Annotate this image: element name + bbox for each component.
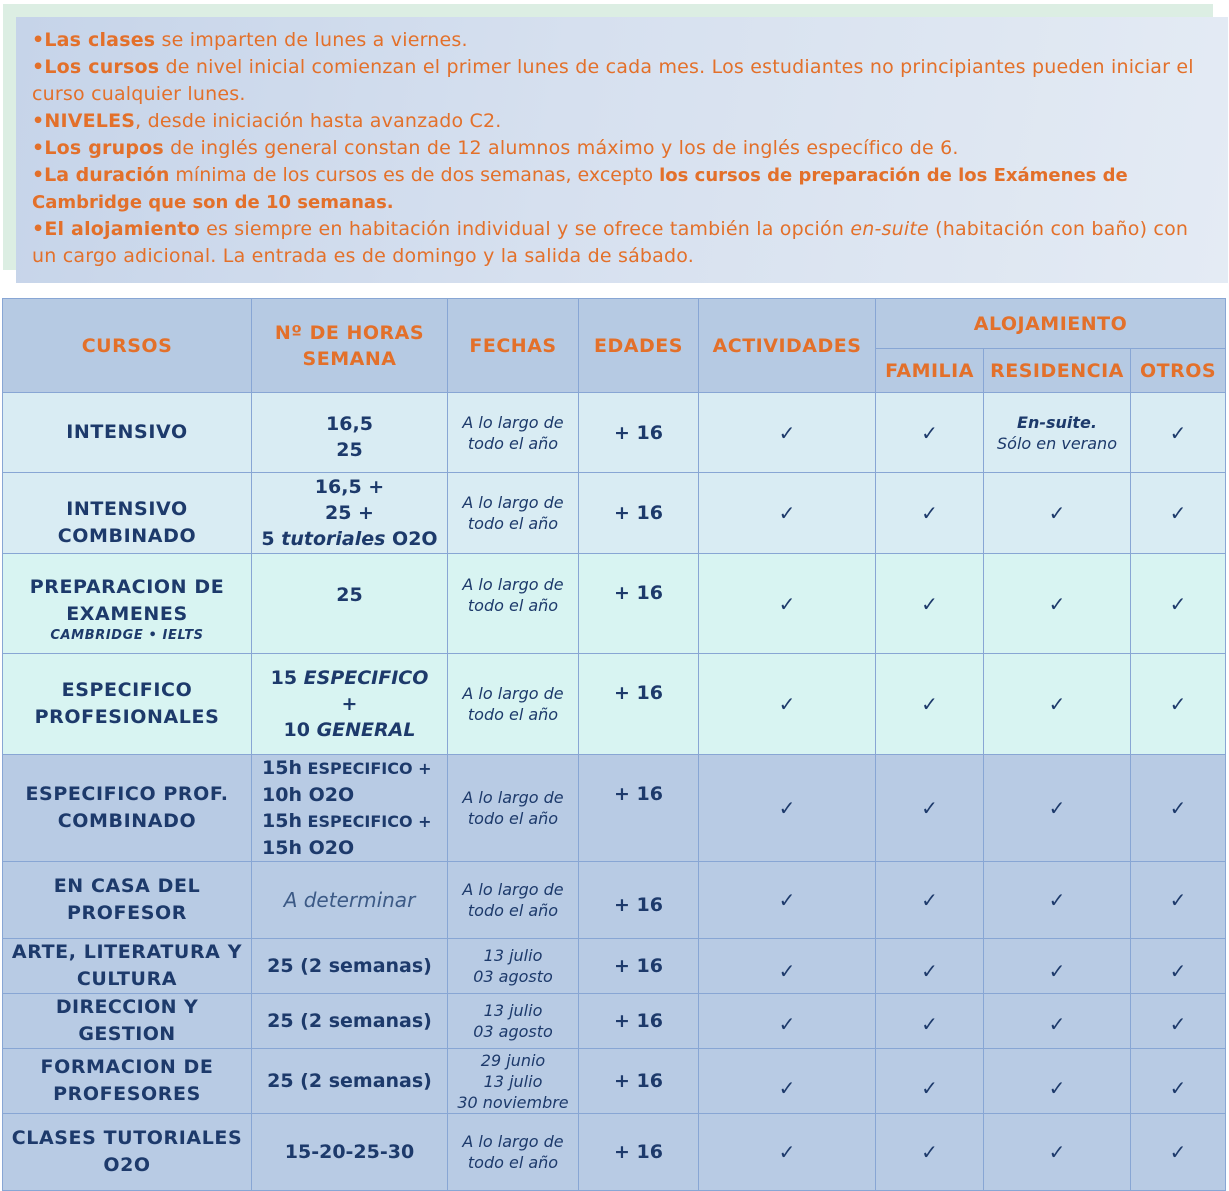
check-icon: ✓ [699, 654, 876, 755]
course-name: EN CASA DEL PROFESOR [3, 862, 252, 939]
course-hours: 16,5 + 25 + 5 tutoriales O2O [252, 473, 448, 554]
check-icon: ✓ [876, 939, 984, 994]
course-name: CLASES TUTORIALES O2O [3, 1114, 252, 1191]
course-name: ARTE, LITERATURA Y CULTURA [3, 939, 252, 994]
header-fechas: FECHAS [448, 299, 579, 393]
table-row [3, 1114, 1226, 1191]
course-hours: 25 (2 semanas) [252, 939, 448, 994]
course-dates: A lo largo de todo el año [448, 1114, 579, 1191]
header-actividades: ACTIVIDADES [699, 299, 876, 393]
check-icon: ✓ [1131, 554, 1226, 654]
check-icon: ✓ [1131, 393, 1226, 473]
course-hours: 16,5 25 [252, 393, 448, 473]
course-age: + 16 [579, 554, 699, 654]
course-age: + 16 [579, 393, 699, 473]
info-line-niveles: •NIVELES, desde iniciación hasta avanzado C2. [32, 110, 502, 132]
course-dates: A lo largo de todo el año [448, 862, 579, 939]
course-name: PREPARACION DE EXAMENES CAMBRIDGE • IELTS [3, 554, 252, 654]
course-age: + 16 [579, 1114, 699, 1191]
info-line-clases: •Las clases se imparten de lunes a viernes. [32, 29, 468, 51]
check-icon: ✓ [984, 1114, 1131, 1191]
check-icon: ✓ [876, 1049, 984, 1114]
check-icon: ✓ [876, 862, 984, 939]
check-icon: ✓ [984, 994, 1131, 1049]
check-icon: ✓ [699, 862, 876, 939]
info-line-alojamiento: •El alojamiento es siempre en habitación individual y se ofrece también la opción en-suite (habitación con baño) con un cargo adicional. La entrada es de domingo y la salida de sábado. [32, 218, 1189, 267]
check-icon: ✓ [699, 755, 876, 862]
course-name: INTENSIVO [3, 393, 252, 473]
course-age: + 16 [579, 1049, 699, 1114]
course-dates: 13 julio 03 agosto [448, 994, 579, 1049]
check-icon: ✓ [984, 755, 1131, 862]
header-cursos: CURSOS [3, 299, 252, 393]
courses-table [2, 298, 1226, 1191]
check-icon: ✓ [699, 1114, 876, 1191]
info-line-cursos: •Los cursos de nivel inicial comienzan el primer lunes de cada mes. Los estudiantes no principiantes pueden iniciar el curso cualquier lunes. [32, 56, 1194, 105]
check-icon: ✓ [1131, 994, 1226, 1049]
table-row [3, 554, 1226, 654]
course-age: + 16 [579, 939, 699, 994]
course-hours: 15-20-25-30 [252, 1114, 448, 1191]
course-hours: 25 (2 semanas) [252, 994, 448, 1049]
course-name: ESPECIFICO PROFESIONALES [3, 654, 252, 755]
course-hours: 25 (2 semanas) [252, 1049, 448, 1114]
table-row [3, 994, 1226, 1049]
check-icon: ✓ [1131, 1049, 1226, 1114]
check-icon: ✓ [876, 994, 984, 1049]
table-row [3, 755, 1226, 862]
course-hours: 25 [252, 554, 448, 654]
check-icon: ✓ [699, 393, 876, 473]
table-row [3, 473, 1226, 554]
course-name: ESPECIFICO PROF. COMBINADO [3, 755, 252, 862]
check-icon: ✓ [876, 393, 984, 473]
check-icon: ✓ [699, 554, 876, 654]
course-age: + 16 [579, 994, 699, 1049]
course-dates: A lo largo de todo el año [448, 654, 579, 755]
course-dates: A lo largo de todo el año [448, 755, 579, 862]
check-icon: ✓ [876, 755, 984, 862]
header-edades: EDADES [579, 299, 699, 393]
check-icon: ✓ [699, 473, 876, 554]
check-icon: ✓ [984, 654, 1131, 755]
header-alojamiento: ALOJAMIENTO [876, 299, 1226, 349]
residencia-note: En-suite. Sólo en verano [984, 393, 1131, 473]
course-name: INTENSIVO COMBINADO [3, 473, 252, 554]
check-icon: ✓ [876, 554, 984, 654]
course-age: + 16 [579, 862, 699, 939]
course-name: DIRECCION Y GESTION [3, 994, 252, 1049]
header-familia: FAMILIA [876, 349, 984, 393]
check-icon: ✓ [1131, 755, 1226, 862]
header-horas: Nº DE HORAS SEMANA [252, 299, 448, 393]
course-age: + 16 [579, 654, 699, 755]
table-row [3, 393, 1226, 473]
check-icon: ✓ [876, 1114, 984, 1191]
course-name: FORMACION DE PROFESORES [3, 1049, 252, 1114]
check-icon: ✓ [876, 654, 984, 755]
check-icon: ✓ [876, 473, 984, 554]
course-hours: 15 ESPECIFICO + 10 GENERAL [252, 654, 448, 755]
check-icon: ✓ [1131, 654, 1226, 755]
info-line-grupos: •Los grupos de inglés general constan de 12 alumnos máximo y los de inglés específico de 6. [32, 137, 959, 159]
course-dates: 29 junio 13 julio 30 noviembre [448, 1049, 579, 1114]
info-line-duracion: •La duración mínima de los cursos es de dos semanas, excepto los cursos de preparación de los Exámenes de Cambridge que son de 10 semanas. [32, 164, 1128, 213]
check-icon: ✓ [984, 939, 1131, 994]
course-dates: A lo largo de todo el año [448, 554, 579, 654]
course-dates: A lo largo de todo el año [448, 393, 579, 473]
course-age: + 16 [579, 755, 699, 862]
info-box [16, 17, 1228, 283]
check-icon: ✓ [1131, 1114, 1226, 1191]
check-icon: ✓ [699, 1049, 876, 1114]
course-dates: 13 julio 03 agosto [448, 939, 579, 994]
check-icon: ✓ [984, 554, 1131, 654]
course-dates: A lo largo de todo el año [448, 473, 579, 554]
table-row [3, 1049, 1226, 1114]
header-residencia: RESIDENCIA [984, 349, 1131, 393]
course-age: + 16 [579, 473, 699, 554]
check-icon: ✓ [984, 862, 1131, 939]
course-hours: A determinar [252, 862, 448, 939]
check-icon: ✓ [699, 994, 876, 1049]
table-row [3, 654, 1226, 755]
header-otros: OTROS [1131, 349, 1226, 393]
check-icon: ✓ [699, 939, 876, 994]
check-icon: ✓ [1131, 473, 1226, 554]
course-hours: 15h ESPECIFICO + 10h O2O 15h ESPECIFICO + 15h O2O [252, 755, 448, 862]
table-row [3, 862, 1226, 939]
check-icon: ✓ [1131, 939, 1226, 994]
table-row [3, 939, 1226, 994]
check-icon: ✓ [984, 473, 1131, 554]
check-icon: ✓ [1131, 862, 1226, 939]
check-icon: ✓ [984, 1049, 1131, 1114]
